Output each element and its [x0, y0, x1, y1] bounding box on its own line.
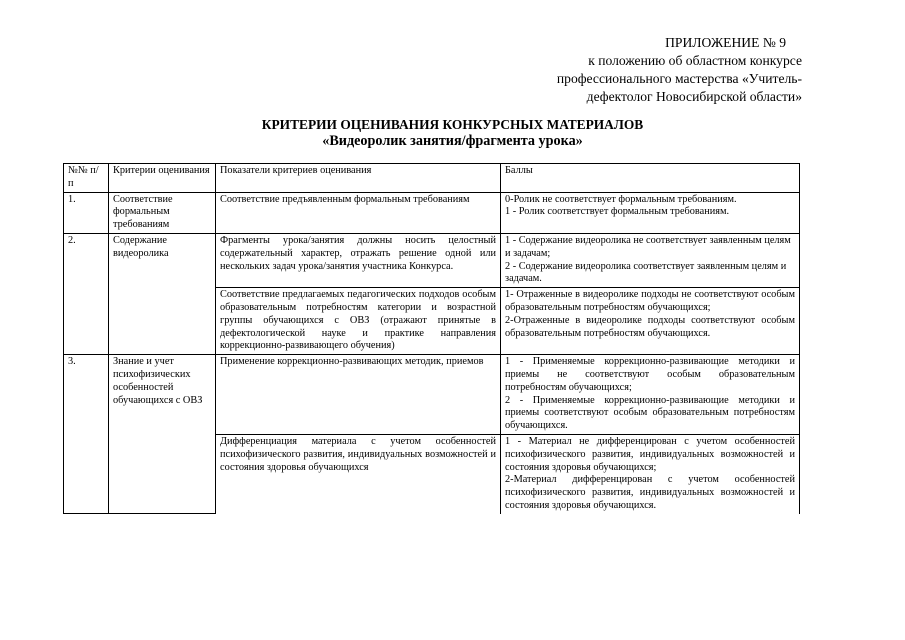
criterion-cell: Знание и учет психофизических особенностей обучающихся с ОВЗ — [109, 355, 216, 514]
appendix-line-2: профессионального мастерства «Учитель- — [556, 71, 802, 86]
score-cell — [501, 434, 800, 513]
table-row — [64, 355, 800, 435]
score-option: 2-Отраженные в видеоролике подходы соответствуют особым образовательным потребностям обучающихся. — [505, 314, 795, 339]
score-cell — [501, 355, 800, 435]
column-header-indicator: Показатели критериев оценивания — [216, 164, 501, 193]
score-option: 1 - Ролик соответствует формальным требованиям. — [505, 206, 730, 218]
table-row — [64, 233, 800, 287]
criterion-cell: Соответствие формальным требованиям — [109, 192, 216, 233]
criterion-cell: Содержание видеоролика — [109, 233, 216, 354]
indicator-cell: Применение коррекционно-развивающих методик, приемов — [216, 355, 501, 435]
table-header-row — [64, 164, 800, 193]
document-subtitle: «Видеоролик занятия/фрагмента урока» — [322, 133, 583, 149]
score-cell — [501, 233, 800, 287]
score-option: 2 - Применяемые коррекционно-развивающие методики и приемы соответствуют особым образовательным потребностям обучающихся. — [505, 394, 795, 432]
score-cell — [501, 288, 800, 355]
column-header-score: Баллы — [501, 164, 800, 193]
row-number: 1. — [64, 192, 109, 233]
score-option: 1 - Содержание видеоролика не соответствует заявленным целям и задачам; — [505, 234, 791, 259]
score-option: 2 - Содержание видеоролика соответствует заявленным целям и задачам. — [505, 260, 787, 285]
table-row — [64, 192, 800, 233]
indicator-cell: Дифференциация материала с учетом особенностей психофизического развития, индивидуальных возможностей и состояния здоровья обучающихся — [216, 434, 501, 513]
row-number: 2. — [64, 233, 109, 354]
appendix-line-1: к положению об областном конкурсе — [588, 53, 802, 68]
row-number: 3. — [64, 355, 109, 514]
column-header-criterion: Критерии оценивания — [109, 164, 216, 193]
score-option: 1 - Применяемые коррекционно-развивающие методики и приемы не соответствуют особым образовательным потребностям обучающихся; — [505, 356, 795, 393]
document-title-block — [0, 117, 905, 149]
criteria-table — [63, 163, 800, 514]
appendix-header — [502, 34, 802, 106]
score-option: 1- Отраженные в видеоролике подходы не соответствуют особым образовательным потребностям обучающихся; — [505, 289, 795, 313]
document-title: КРИТЕРИИ ОЦЕНИВАНИЯ КОНКУРСНЫХ МАТЕРИАЛОВ — [261, 117, 644, 132]
score-option: 0-Ролик не соответствует формальным требованиям. — [505, 193, 737, 205]
indicator-cell: Соответствие предъявленным формальным требованиям — [216, 192, 501, 233]
appendix-number: ПРИЛОЖЕНИЕ № 9 — [665, 35, 786, 50]
score-option: 2-Материал дифференцирован с учетом особенностей психофизического развития, индивидуальных возможностей и состояния здоровья обучающихся. — [505, 474, 795, 511]
score-cell — [501, 192, 800, 233]
indicator-cell: Фрагменты урока/занятия должны носить целостный содержательный характер, отражать решение одной или нескольких задач урока/занятия участника Конкурса. — [216, 233, 501, 287]
score-option: 1 - Материал не дифференцирован с учетом особенностей психофизического развития, индивидуальных возможностей и состояния здоровья обучающихся; — [505, 435, 795, 473]
column-header-number: №№ п/п — [64, 164, 109, 193]
appendix-line-3: дефектолог Новосибирской области» — [586, 89, 802, 104]
indicator-cell: Соответствие предлагаемых педагогических подходов особым образовательным потребностям категории и возрастной группы обучающихся с ОВЗ (отражают принятые в дефектологической науке и практике направления коррекционно-развивающего обучения) — [216, 288, 501, 355]
